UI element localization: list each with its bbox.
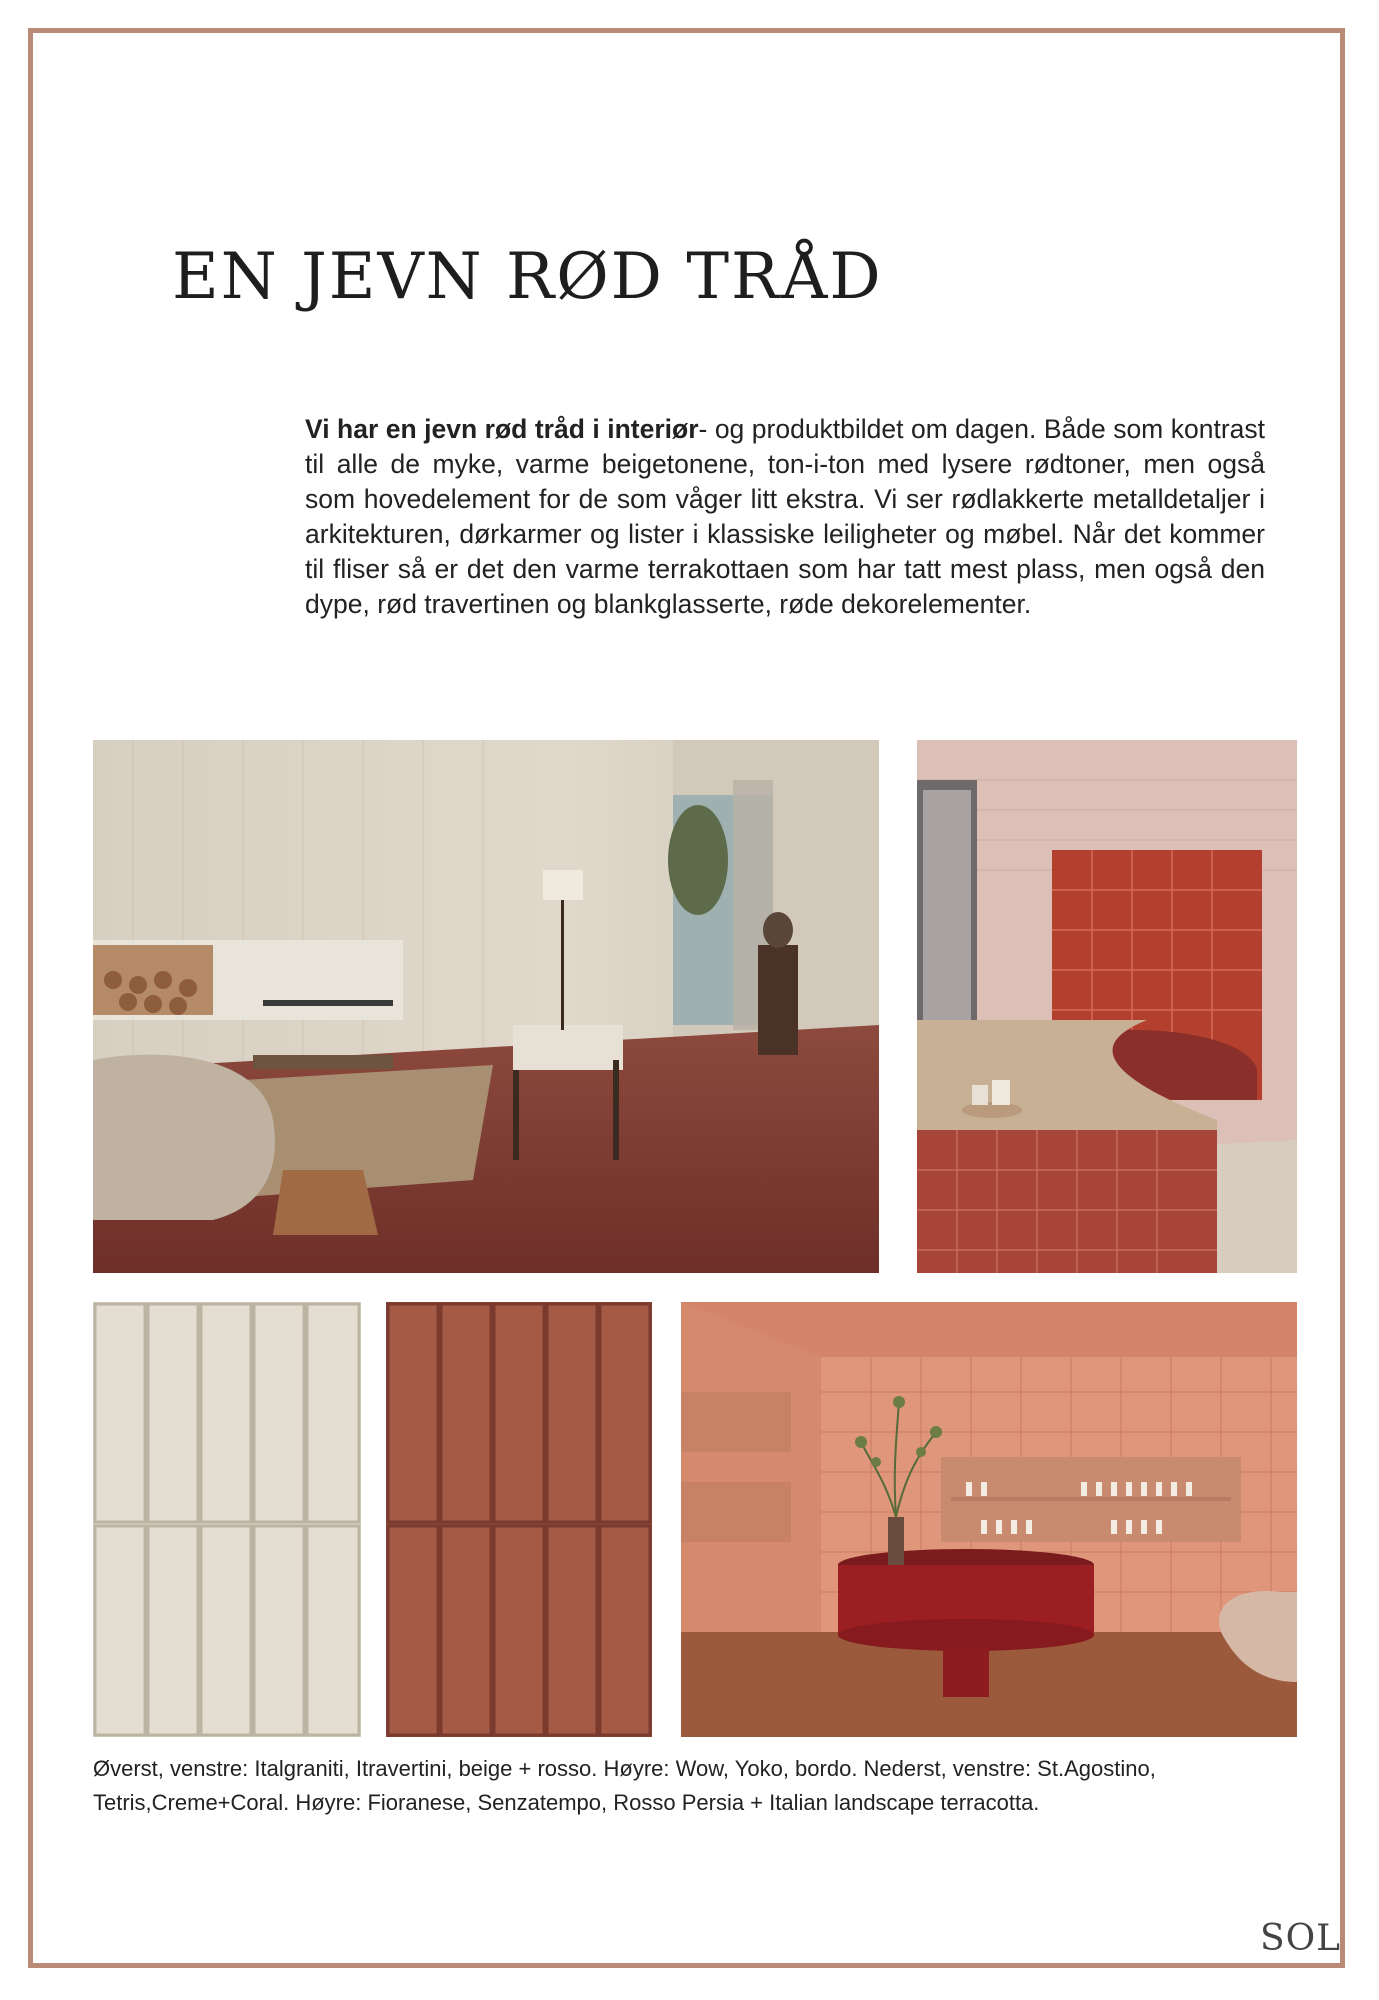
photo-terracotta-shop	[681, 1302, 1297, 1737]
brand-logo: SOL	[1260, 1918, 1342, 1959]
photo-cream-tiles	[93, 1302, 361, 1737]
page-title: EN JEVN RØD TRÅD	[172, 240, 883, 314]
photo-living-room	[93, 740, 879, 1273]
photo-coral-tiles	[386, 1302, 652, 1737]
photo-red-tile-bar	[917, 740, 1297, 1273]
intro-body: - og produktbildet om dagen. Både som kontrast til alle de myke, varme beigetonene, ton-i-ton med lysere rødtoner, men også som hovedelement for de som våger litt ekstra. Vi ser rødlakkerte metalldetaljer i arkitekturen, dørkarmer og lister i klassiske leiligheter og møbel. Når det kommer til fliser så er det den varme terrakottaen som har tatt mest plass, men også den dype, rød travertinen og blankglasserte, røde dekorelementer.	[305, 414, 1265, 619]
caption-line-1: Øverst, venstre: Italgraniti, Itravertini, beige + rosso. Høyre: Wow, Yoko, bordo. Nederst, venstre: St.Agostino,	[93, 1756, 1156, 1781]
caption-line-2: Tetris,Creme+Coral. Høyre: Fioranese, Senzatempo, Rosso Persia + Italian landscape terracotta.	[93, 1790, 1040, 1815]
intro-paragraph	[305, 412, 1265, 622]
photo-caption	[93, 1752, 1293, 1820]
intro-lead: Vi har en jevn rød tråd i interiør	[305, 414, 699, 444]
